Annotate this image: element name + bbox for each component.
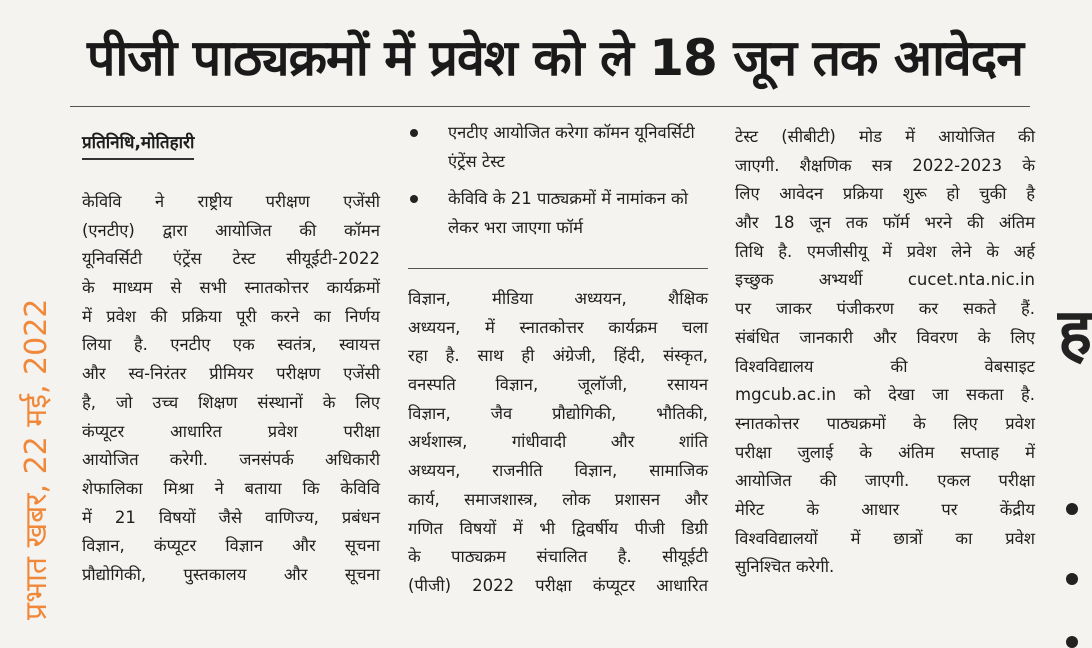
text-line: अर्थशास्त्र, गांधीवादी और शांति: [408, 432, 708, 452]
bullet-icon: [410, 195, 418, 203]
text-line: (एनटीए) द्वारा आयोजित की कॉमन: [82, 220, 380, 240]
text-line: कंप्यूटर आधारित प्रवेश परीक्षा: [82, 421, 380, 441]
text-line: के पाठ्यक्रम संचालित है. सीयूईटी: [408, 547, 708, 567]
side-caption: प्रभात खबर, 22 मई, 2022: [19, 298, 54, 620]
text-line: अध्ययन, में स्नातकोत्तर कार्यक्रम चला: [408, 317, 708, 337]
text-line: स्नातकोत्तर पाठ्यक्रमों के लिए प्रवेश: [735, 413, 1035, 433]
text-line: यूनिवर्सिटी एंट्रेंस टेस्ट सीयूईटी-2022: [82, 249, 380, 269]
text-line: विज्ञान, जैव प्रौद्योगिकी, भौतिकी,: [408, 403, 708, 423]
text-line: सुनिश्चित करेगी.: [735, 557, 835, 577]
text-line: इच्छुक अभ्यर्थी cucet.nta.nic.in: [735, 270, 1035, 290]
text-line: परीक्षा जुलाई के अंतिम सप्ताह में: [735, 442, 1035, 462]
text-line: तिथि है. एमजीसीयू में प्रवेश लेने के अर्ह: [735, 241, 1035, 261]
byline: प्रतिनिधि,मोतिहारी: [82, 128, 194, 160]
text-line: लिए आवेदन प्रक्रिया शुरू हो चुकी है: [735, 184, 1035, 204]
highlight-item: [408, 184, 708, 242]
text-line: के माध्यम से सभी स्नातकोत्तर कार्यक्रमों: [82, 278, 380, 298]
text-line: विश्वविद्यालयों में छात्रों का प्रवेश: [735, 528, 1035, 548]
column-3: [735, 123, 1035, 582]
text-line: प्रौद्योगिकी, पुस्तकालय और सूचना: [82, 564, 380, 584]
text-line: जाएगी. शैक्षणिक सत्र 2022-2023 के: [735, 155, 1035, 175]
text-line: विज्ञान, कंप्यूटर विज्ञान और सूचना: [82, 536, 380, 556]
text-line: विश्वविद्यालय की वेबसाइट: [735, 356, 1035, 376]
text-line: mgcub.ac.in को देखा जा सकता है.: [735, 385, 1035, 405]
text-line: आयोजित करेगी. जनसंपर्क अधिकारी: [82, 450, 380, 470]
text-line: मेरिट के आधार पर केंद्रीय: [735, 499, 1035, 519]
text-line: में 21 विषयों जैसे वाणिज्य, प्रबंधन: [82, 507, 380, 527]
highlights: [408, 118, 708, 250]
text-line: गणित विषयों में भी द्विवर्षीय पीजी डिग्री: [408, 518, 708, 538]
highlight-item: [408, 118, 708, 176]
text-line: अध्ययन, राजनीति विज्ञान, सामाजिक: [408, 461, 708, 481]
edge-bullet-icon: [1066, 573, 1078, 585]
text-line: विज्ञान, मीडिया अध्ययन, शैक्षिक: [408, 289, 708, 308]
edge-bullet-icon: [1066, 636, 1078, 648]
text-line: संबंधित जानकारी और विवरण के लिए: [735, 327, 1035, 347]
bullet-icon: [410, 129, 418, 137]
column-1: [82, 188, 380, 590]
headline: पीजी पाठ्यक्रमों में प्रवेश को ले 18 जून तक आवेदन: [86, 29, 1024, 87]
cut-off-character: ह: [1058, 296, 1092, 370]
column-2: [408, 285, 708, 601]
text-line: और स्व-निरंतर प्रीमियर परीक्षण एजेंसी: [82, 364, 380, 384]
text-line: में प्रवेश की प्रक्रिया पूरी करने का निर्णय: [82, 306, 380, 326]
highlight-text: एनटीए आयोजित करेगा कॉमन यूनिवर्सिटी एंट्रेंस टेस्ट: [448, 123, 695, 171]
text-line: है, जो उच्च शिक्षण संस्थानों के लिए: [82, 392, 380, 412]
text-line: पर जाकर पंजीकरण कर सकते हैं.: [735, 299, 1035, 319]
edge-bullet-icon: [1066, 503, 1078, 515]
text-line: लिया है. एनटीए एक स्वतंत्र, स्वायत्त: [82, 335, 380, 355]
text-line: केविवि ने राष्ट्रीय परीक्षण एजेंसी: [82, 192, 380, 211]
text-line: टेस्ट (सीबीटी) मोड में आयोजित की: [735, 127, 1035, 146]
text-line: और 18 जून तक फॉर्म भरने की अंतिम: [735, 213, 1035, 233]
text-line: रहा है. साथ ही अंग्रेजी, हिंदी, संस्कृत,: [408, 346, 708, 366]
headline-rule: [70, 106, 1030, 107]
highlight-text: केविवि के 21 पाठ्यक्रमों में नामांकन को लेकर भरा जाएगा फॉर्म: [448, 189, 689, 237]
highlights-rule: [408, 268, 708, 269]
text-line: आयोजित की जाएगी. एकल परीक्षा: [735, 471, 1035, 491]
text-line: (पीजी) 2022 परीक्षा कंप्यूटर आधारित: [408, 575, 708, 595]
text-line: वनस्पति विज्ञान, जूलॉजी, रसायन: [408, 375, 708, 395]
text-line: शेफालिका मिश्रा ने बताया कि केविवि: [82, 478, 380, 498]
text-line: कार्य, समाजशास्त्र, लोक प्रशासन और: [408, 489, 708, 509]
